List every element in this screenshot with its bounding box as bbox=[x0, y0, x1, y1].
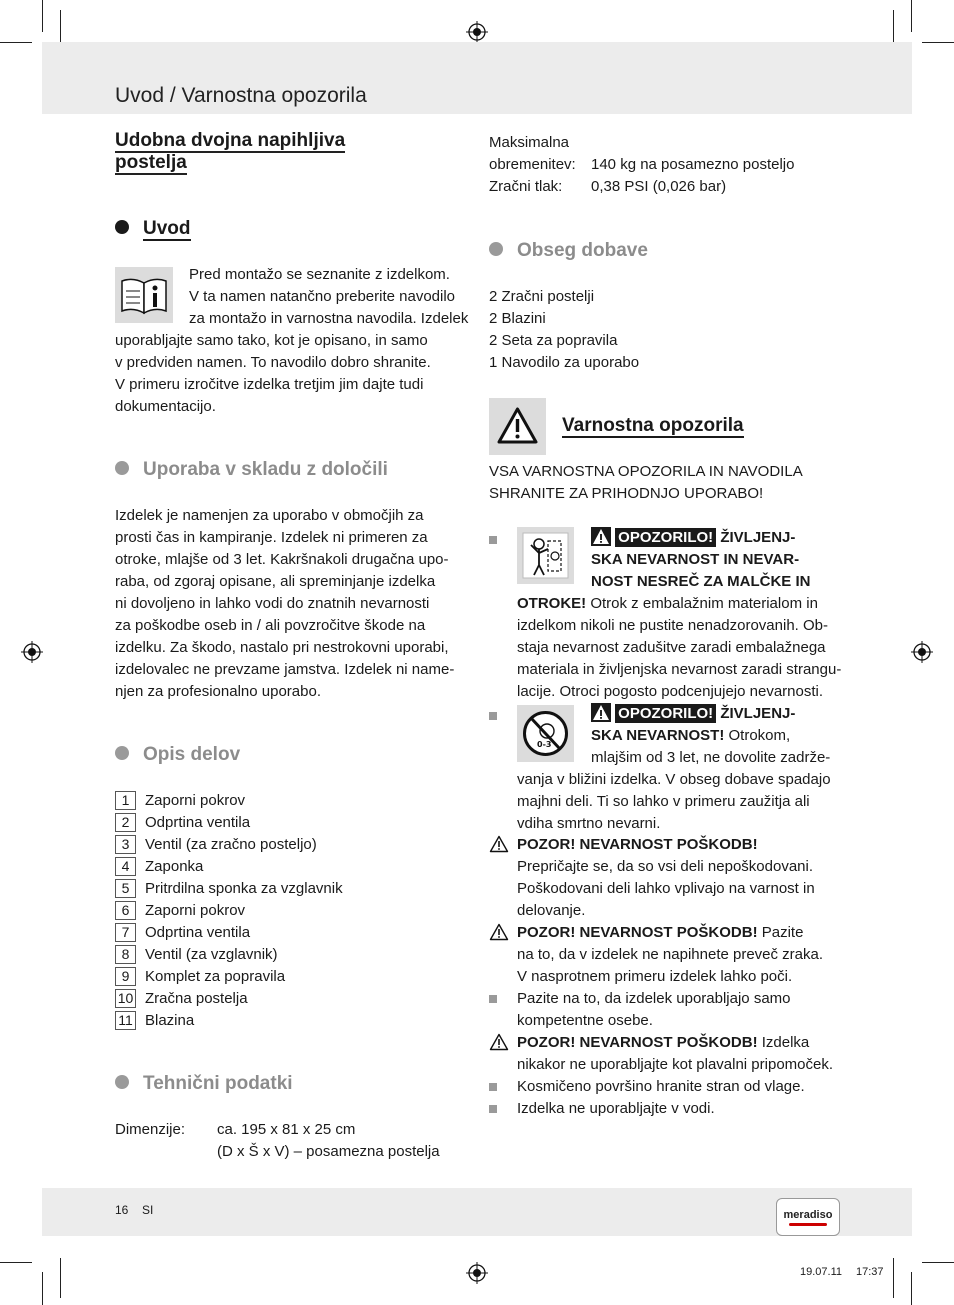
document-title bbox=[115, 130, 345, 174]
text-line: za poškodbe oseb in / ali povzročitve škode na bbox=[115, 617, 426, 634]
text-line: na to, da v izdelek ne napihnete preveč zraka. bbox=[517, 946, 824, 963]
parts-list bbox=[115, 790, 343, 1032]
part-number: 5 bbox=[115, 879, 136, 898]
text-line bbox=[517, 593, 841, 615]
text-line: VSA VARNOSTNA OPOZORILA IN NAVODILA bbox=[489, 463, 803, 480]
part-label: Zaporni pokrov bbox=[145, 792, 246, 809]
part-label: Zračna postelja bbox=[145, 990, 248, 1007]
text-line: njen za profesionalno uporabo. bbox=[115, 683, 321, 700]
part-label: Zaponka bbox=[145, 858, 204, 875]
dimensions-value: ca. 195 x 81 x 25 cm bbox=[217, 1121, 356, 1138]
pressure-value: 0,38 PSI (0,026 bar) bbox=[591, 178, 727, 195]
section-heading-varnostna bbox=[562, 415, 744, 437]
text-line: uporabljajte samo tako, kot je opisano, in samo bbox=[115, 332, 428, 349]
list-item: 2 Blazini bbox=[489, 310, 546, 327]
text-line: Prepričajte se, da so vsi deli nepoškodovani. bbox=[517, 858, 814, 875]
child-packaging-icon bbox=[517, 527, 574, 584]
warning-outline-icon bbox=[489, 923, 509, 941]
text-fragment: Pazite bbox=[757, 924, 804, 941]
crop-mark bbox=[911, 0, 912, 32]
warning-2-line bbox=[591, 725, 830, 747]
intro-paragraph bbox=[115, 330, 431, 418]
text-line: dokumentacijo. bbox=[115, 398, 216, 415]
text-line: ni dovoljeno in lahko vodi do znatnih nevarnosti bbox=[115, 595, 430, 612]
text-line: izdelku. Za škodo, nastalo pri nestrokovni uporabi, bbox=[115, 639, 449, 656]
text-fragment: Izdelka bbox=[757, 1034, 810, 1051]
text-line: V primeru izročitve izdelka tretjim jim dajte tudi bbox=[115, 376, 424, 393]
section-heading-uvod bbox=[115, 217, 191, 241]
text-line: prosti čas in kampiranje. Izdelek ni primeren za bbox=[115, 529, 428, 546]
section-heading-obseg bbox=[489, 239, 648, 263]
crop-mark bbox=[42, 1272, 43, 1305]
registration-mark-icon bbox=[21, 641, 43, 663]
document-title-line: postelja bbox=[115, 152, 187, 173]
warning-small-icon bbox=[591, 703, 611, 722]
text-line: vdiha smrtno nevarni. bbox=[517, 815, 661, 832]
bullet-dot-icon bbox=[115, 1075, 129, 1089]
scope-list bbox=[489, 286, 639, 374]
print-date: 19.07.11 bbox=[800, 1266, 843, 1278]
caution-3 bbox=[517, 1032, 833, 1076]
text-line: za montažo in varnostna navodila. Izdelek bbox=[189, 310, 469, 327]
part-label: Komplet za popravila bbox=[145, 968, 286, 985]
bullet-dot-icon bbox=[115, 746, 129, 760]
list-item bbox=[115, 988, 343, 1010]
usage-paragraph bbox=[115, 505, 454, 703]
warning-1-title: ŽIVLJENJ- bbox=[720, 529, 796, 546]
crop-mark bbox=[922, 42, 954, 43]
crop-mark bbox=[60, 1258, 61, 1298]
text-line: materiala in življenjska nevarnost zaradi strangu- bbox=[517, 661, 842, 678]
part-number: 4 bbox=[115, 857, 136, 876]
intro-paragraph-top bbox=[189, 264, 468, 330]
document-title-line: Udobna dvojna napihljiva bbox=[115, 130, 346, 151]
load-label: obremenitev: bbox=[489, 156, 576, 173]
list-item: 2 Seta za popravila bbox=[489, 332, 618, 349]
part-number: 6 bbox=[115, 901, 136, 920]
warning-1-line bbox=[591, 527, 810, 549]
caution-label: POZOR! NEVARNOST POŠKODB! bbox=[517, 924, 758, 941]
part-number: 2 bbox=[115, 813, 136, 832]
info-book-icon bbox=[115, 267, 173, 323]
age-restriction-0-3-icon bbox=[517, 705, 574, 762]
warning-2-title: ŽIVLJENJ- bbox=[720, 705, 796, 722]
dimensions-value-detail: (D x Š x V) – posamezna postelja bbox=[217, 1143, 440, 1160]
text-line: otroke, mlajše od 3 let. Kakršnakoli drugačna upo- bbox=[115, 551, 449, 568]
section-heading-label: Varnostna opozorila bbox=[562, 415, 744, 436]
text-fragment: Otrokom, bbox=[724, 727, 791, 744]
bullet-dot-icon bbox=[489, 242, 503, 256]
list-item: 2 Zračni postelji bbox=[489, 288, 595, 305]
warning-1-title: OTROKE! bbox=[517, 595, 587, 612]
warning-outline-icon bbox=[489, 1033, 509, 1051]
list-item bbox=[115, 834, 343, 856]
section-heading-label: Uvod bbox=[143, 218, 191, 239]
warning-1-title: SKA NEVARNOST IN NEVAR- bbox=[591, 551, 800, 568]
text-line: majhni deli. Ti so lahko v primeru zaužitja ali bbox=[517, 793, 810, 810]
list-item bbox=[115, 812, 343, 834]
print-time: 17:37 bbox=[856, 1266, 884, 1278]
load-label: Maksimalna bbox=[489, 134, 570, 151]
text-line: Poškodovani deli lahko vplivajo na varnost in bbox=[517, 880, 815, 897]
part-label: Zaporni pokrov bbox=[145, 902, 246, 919]
warning-triangle-icon bbox=[489, 398, 546, 455]
list-item bbox=[115, 1010, 343, 1032]
crop-mark bbox=[911, 1272, 912, 1305]
list-item bbox=[115, 856, 343, 878]
list-item bbox=[115, 900, 343, 922]
text-line: staja nevarnost zadušitve zaradi embalažnega bbox=[517, 639, 826, 656]
section-heading-tehnicni bbox=[115, 1072, 293, 1096]
list-item: 1 Navodilo za uporabo bbox=[489, 354, 640, 371]
part-label: Ventil (za zračno posteljo) bbox=[145, 836, 317, 853]
bullet-square-icon bbox=[489, 712, 497, 720]
warning-1-body bbox=[517, 593, 841, 703]
caution-title bbox=[517, 922, 823, 944]
warning-2-header bbox=[591, 703, 830, 769]
text-line: delovanje. bbox=[517, 902, 586, 919]
load-value: 140 kg na posamezno posteljo bbox=[591, 156, 795, 173]
part-number: 11 bbox=[115, 1011, 136, 1030]
warning-outline-icon bbox=[489, 835, 509, 853]
text-line: izdelkom nikoli ne pustite nenadzorovanih. Ob- bbox=[517, 617, 829, 634]
text-line: Izdelek je namenjen za uporabo v območjih za bbox=[115, 507, 424, 524]
text-line: raba, od zgoraj opisane, ali spreminjanje izdelka bbox=[115, 573, 436, 590]
list-item bbox=[115, 944, 343, 966]
page-number: 16 bbox=[115, 1203, 129, 1217]
text-line: izdelovalec ne prevzame jamstva. Izdelek ni name- bbox=[115, 661, 455, 678]
safety-heading bbox=[489, 461, 803, 505]
warning-1-title: NOST NESREČ ZA MALČKE IN bbox=[591, 573, 811, 590]
text-line: SHRANITE ZA PRIHODNJO UPORABO! bbox=[489, 485, 764, 502]
crop-mark bbox=[922, 1262, 954, 1263]
page-title: Uvod / Varnostna opozorila bbox=[115, 84, 367, 107]
text-line: v predviden namen. To navodilo dobro shranite. bbox=[115, 354, 431, 371]
bullet-moisture: Kosmičeno površino hranite stran od vlage. bbox=[517, 1078, 805, 1095]
brand-logo bbox=[776, 1198, 840, 1236]
text-line: vanja v bližini izdelka. V obseg dobave spadajo bbox=[517, 771, 831, 788]
brand-swoosh bbox=[789, 1223, 827, 1226]
text-fragment: Otrok z embalažnim materialom in bbox=[586, 595, 818, 612]
age-label: 0-3 bbox=[537, 740, 552, 749]
language-code: SI bbox=[142, 1203, 154, 1217]
text-line: nikakor ne uporabljajte kot plavalni pripomoček. bbox=[517, 1056, 834, 1073]
text-line: kompetentne osebe. bbox=[517, 1012, 653, 1029]
section-heading-label: Uporaba v skladu z določili bbox=[143, 459, 388, 480]
text-line: V ta namen natančno preberite navodilo bbox=[189, 288, 456, 305]
bullet-dot-icon bbox=[115, 461, 129, 475]
caution-title bbox=[517, 1032, 833, 1054]
text-line: V nasprotnem primeru izdelek lahko poči. bbox=[517, 968, 793, 985]
list-item bbox=[115, 878, 343, 900]
caution-label: POZOR! NEVARNOST POŠKODB! bbox=[517, 1034, 758, 1051]
warning-2-title: SKA NEVARNOST! bbox=[591, 727, 725, 744]
bullet-square-icon bbox=[489, 1083, 497, 1091]
section-heading-label: Opis delov bbox=[143, 744, 241, 765]
part-number: 1 bbox=[115, 791, 136, 810]
part-label: Odprtina ventila bbox=[145, 814, 251, 831]
part-label: Ventil (za vzglavnik) bbox=[145, 946, 278, 963]
caution-label: POZOR! NEVARNOST POŠKODB! bbox=[517, 836, 758, 853]
crop-mark bbox=[0, 1262, 32, 1263]
bullet-square-icon bbox=[489, 995, 497, 1003]
section-heading-opis bbox=[115, 743, 240, 767]
list-item bbox=[115, 790, 343, 812]
warning-label-badge: OPOZORILO! bbox=[615, 528, 716, 547]
part-label: Blazina bbox=[145, 1012, 195, 1029]
crop-mark bbox=[893, 1258, 894, 1298]
caution-2 bbox=[517, 922, 823, 988]
registration-mark-icon bbox=[911, 641, 933, 663]
text-line: lacije. Otroci pogosto podcenjujejo nevarnosti. bbox=[517, 683, 824, 700]
brand-name: meradiso bbox=[783, 1209, 833, 1221]
section-heading-label: Tehnični podatki bbox=[143, 1073, 293, 1094]
text-line: Pazite na to, da izdelek uporabljajo samo bbox=[517, 990, 791, 1007]
caution-title bbox=[517, 834, 815, 856]
part-number: 3 bbox=[115, 835, 136, 854]
warning-2-body bbox=[517, 769, 831, 835]
text-line: Pred montažo se seznanite z izdelkom. bbox=[189, 266, 450, 283]
warning-label-badge: OPOZORILO! bbox=[615, 704, 716, 723]
registration-mark-icon bbox=[466, 1262, 488, 1284]
part-label: Odprtina ventila bbox=[145, 924, 251, 941]
part-number: 7 bbox=[115, 923, 136, 942]
part-number: 10 bbox=[115, 989, 136, 1008]
text-line: mlajšim od 3 let, ne dovolite zadrže- bbox=[591, 749, 831, 766]
warning-2-line bbox=[591, 703, 830, 725]
section-heading-label: Obseg dobave bbox=[517, 240, 648, 261]
section-heading-uporaba bbox=[115, 458, 388, 482]
bullet-water: Izdelka ne uporabljajte v vodi. bbox=[517, 1100, 715, 1117]
dimensions-label: Dimenzije: bbox=[115, 1121, 186, 1138]
crop-mark bbox=[42, 0, 43, 32]
warning-1-header bbox=[591, 527, 810, 593]
bullet-square-icon bbox=[489, 536, 497, 544]
list-item bbox=[115, 922, 343, 944]
list-item bbox=[115, 966, 343, 988]
registration-mark-icon bbox=[466, 21, 488, 43]
bullet-dot-icon bbox=[115, 220, 129, 234]
pressure-label: Zračni tlak: bbox=[489, 178, 563, 195]
bullet-competent bbox=[517, 988, 791, 1032]
bullet-square-icon bbox=[489, 1105, 497, 1113]
part-label: Pritrdilna sponka za vzglavnik bbox=[145, 880, 343, 897]
part-number: 8 bbox=[115, 945, 136, 964]
caution-1 bbox=[517, 834, 815, 922]
part-number: 9 bbox=[115, 967, 136, 986]
crop-mark bbox=[0, 42, 32, 43]
warning-small-icon bbox=[591, 527, 611, 546]
